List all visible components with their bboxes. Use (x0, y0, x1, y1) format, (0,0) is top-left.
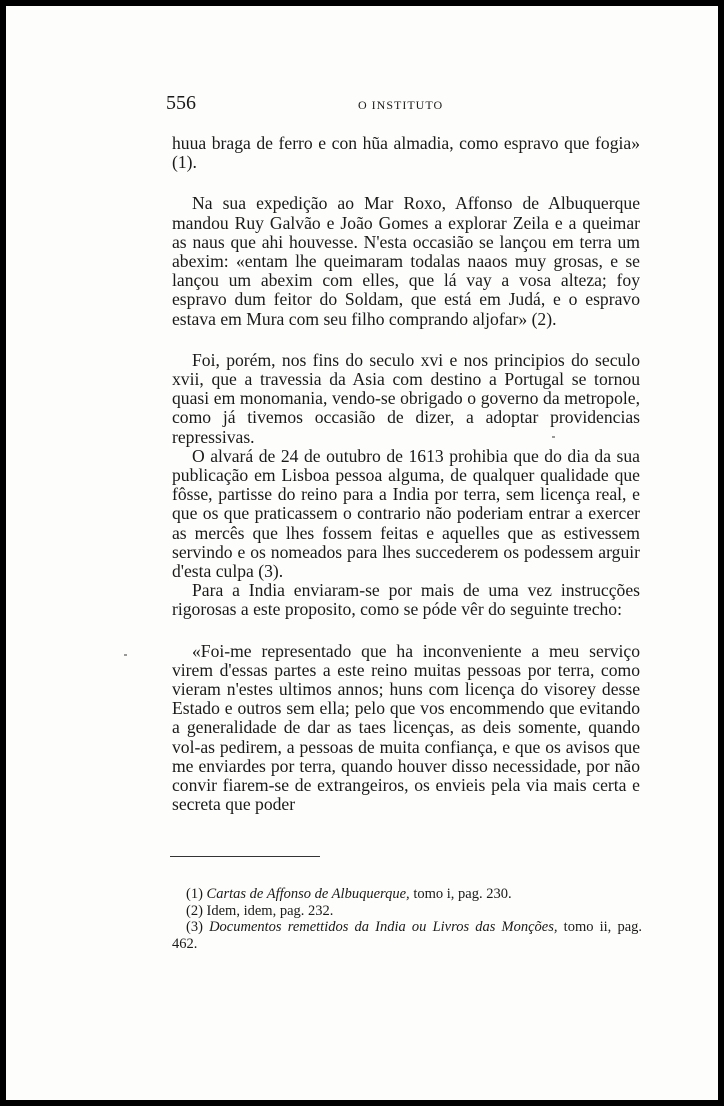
book-page (6, 6, 718, 1100)
quoted-paragraph: «Foi-me representado que ha inconveniente a meu serviço virem d'essas partes a este reino muitas pessoas por terra, como vieram n'estes ultimos annos; huns com licença do visorey desse Estado e outros sem ella; pelo que vos encommendo que evitando a generalidade de dar as taes licenças, as deis somente, quando vol-as pedirem, a pessoas de muita confiança, e que os avisos que me enviardes por terra, quando houver disso necessidade, por não convir fiarem-se de extrangeiros, os envieis pela via mais certa e secreta que poder (172, 640, 640, 815)
footnote-text: tomo i, pag. 230. (413, 886, 512, 902)
footnote-mark: (2) (186, 902, 203, 919)
page-number: 556 (166, 92, 196, 114)
footnote-mark: (1) (186, 886, 203, 902)
body-text (172, 134, 640, 815)
paragraph: huua braga de ferro e con hũa almadia, como espravo que fogia» (1). (172, 133, 640, 173)
footnote (172, 903, 642, 920)
footnote-text: Idem, idem, pag. 232. (206, 902, 334, 919)
footnotes (172, 886, 642, 952)
paragraph: O alvará de 24 de outubro de 1613 prohibia que do dia da sua publicação em Lisboa pessoa alguma, de qualquer qualidade que fôsse, partisse do reino para a India por terra, sem licença real, e que os que praticassem o contrario não poderiam entrar a exercer as mercês que lhes fossem feitas e aquelles que as estivessem servindo e os nomeados para lhes succederem os podessem arguir d'esta culpa (3). (172, 445, 640, 582)
footnote-divider (170, 856, 320, 857)
footnote-title: Documentos remettidos da India ou Livros das Monções, (209, 919, 558, 935)
footnote (172, 919, 642, 952)
print-speck (552, 436, 555, 438)
paragraph: Para a India enviaram-se por mais de uma vez instrucções rigorosas a este proposito, como se póde vêr do seguinte trecho: (172, 580, 640, 620)
footnote-mark: (3) (186, 919, 203, 935)
paragraph: Na sua expedição ao Mar Roxo, Affonso de Albuquerque mandou Ruy Galvão e João Gomes a explorar Zeila e a queimar as naus que ahi houvesse. N'esta occasião se lançou em terra um abexim: «entam lhe queimaram todalas naaos muy grosas, e se lançou um abexim com elles, que lá vay a vosa alteza; foy espravo dum feitor do Soldam, que está em Judá, e o espravo estava em Mura com seu filho comprando aljofar» (2). (172, 193, 640, 329)
footnote-text: tomo ii, pag. 462. (172, 919, 643, 952)
page-header (166, 92, 646, 118)
running-title: O INSTITUTO (358, 98, 444, 112)
footnote (172, 886, 642, 903)
footnote-title: Cartas de Affonso de Albuquerque, (206, 886, 410, 902)
print-speck (124, 654, 127, 656)
paragraph: Foi, porém, nos fins do seculo xvi e nos principios do seculo xvii, que a travessia da Asia com destino a Portugal se tornou quasi em monomania, vendo-se obrigado o governo da metropole, como já tivemos occasião de dizer, a adoptar providencias repressivas. (172, 349, 640, 447)
